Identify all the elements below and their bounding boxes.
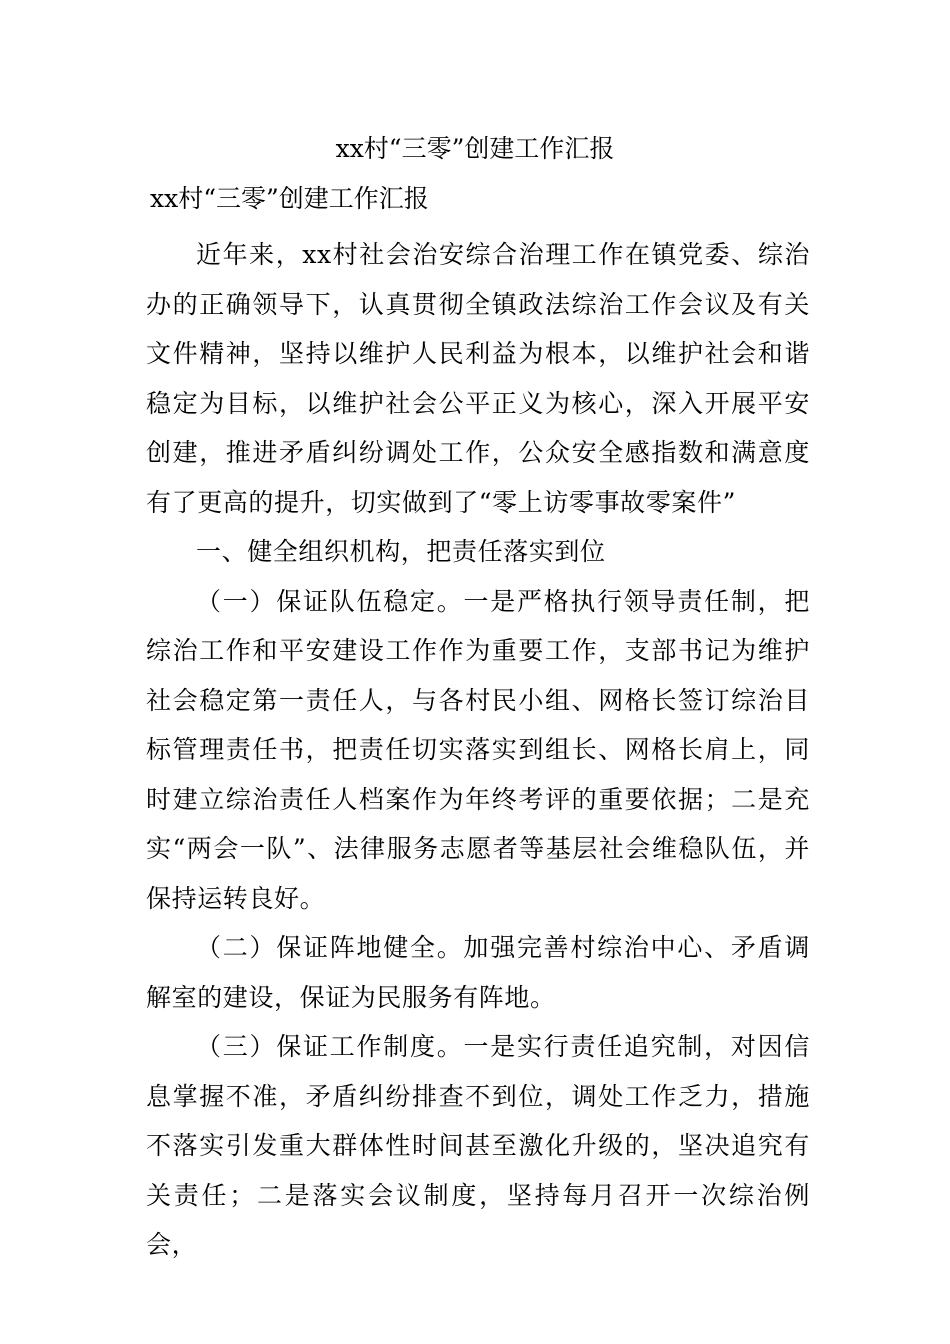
- paragraph-intro: 近年来，xx村社会治安综合治理工作在镇党委、综治办的正确领导下，认真贯彻全镇政法综治工作会议及有关文件精神，坚持以维护人民利益为根本，以维护社会和谐稳定为目标，以维护社会公平正义为核心，深入开展平安创建，推进矛盾纠纷调处工作，公众安全感指数和满意度有了更高的提升，切实做到了“零上访零事故零案件”: [146, 240, 810, 517]
- paragraph-position-sound: （二）保证阵地健全。加强完善村综治中心、矛盾调解室的建设，保证为民服务有阵地。: [146, 933, 810, 1012]
- section-heading-1: 一、健全组织机构，把责任落实到位: [196, 537, 606, 566]
- document-subtitle: xx村“三零”创建工作汇报: [150, 184, 429, 213]
- document-title: xx村“三零”创建工作汇报: [335, 134, 615, 163]
- paragraph-work-system: （三）保证工作制度。一是实行责任追究制，对因信息掌握不准，矛盾纠纷排查不到位，调处工作乏力，措施不落实引发重大群体性时间甚至激化升级的，坚决追究有关责任；二是落实会议制度，坚持每月召开一次综治例会，: [146, 1032, 810, 1259]
- paragraph-team-stability: （一）保证队伍稳定。一是严格执行领导责任制，把综治工作和平安建设工作作为重要工作，支部书记为维护社会稳定第一责任人，与各村民小组、网格长签订综治目标管理责任书，把责任切实落实到组长、网格长肩上，同时建立综治责任人档案作为年终考评的重要依据；二是充实“两会一队”、法律服务志愿者等基层社会维稳队伍，并保持运转良好。: [146, 586, 810, 913]
- document-body: [146, 230, 810, 1270]
